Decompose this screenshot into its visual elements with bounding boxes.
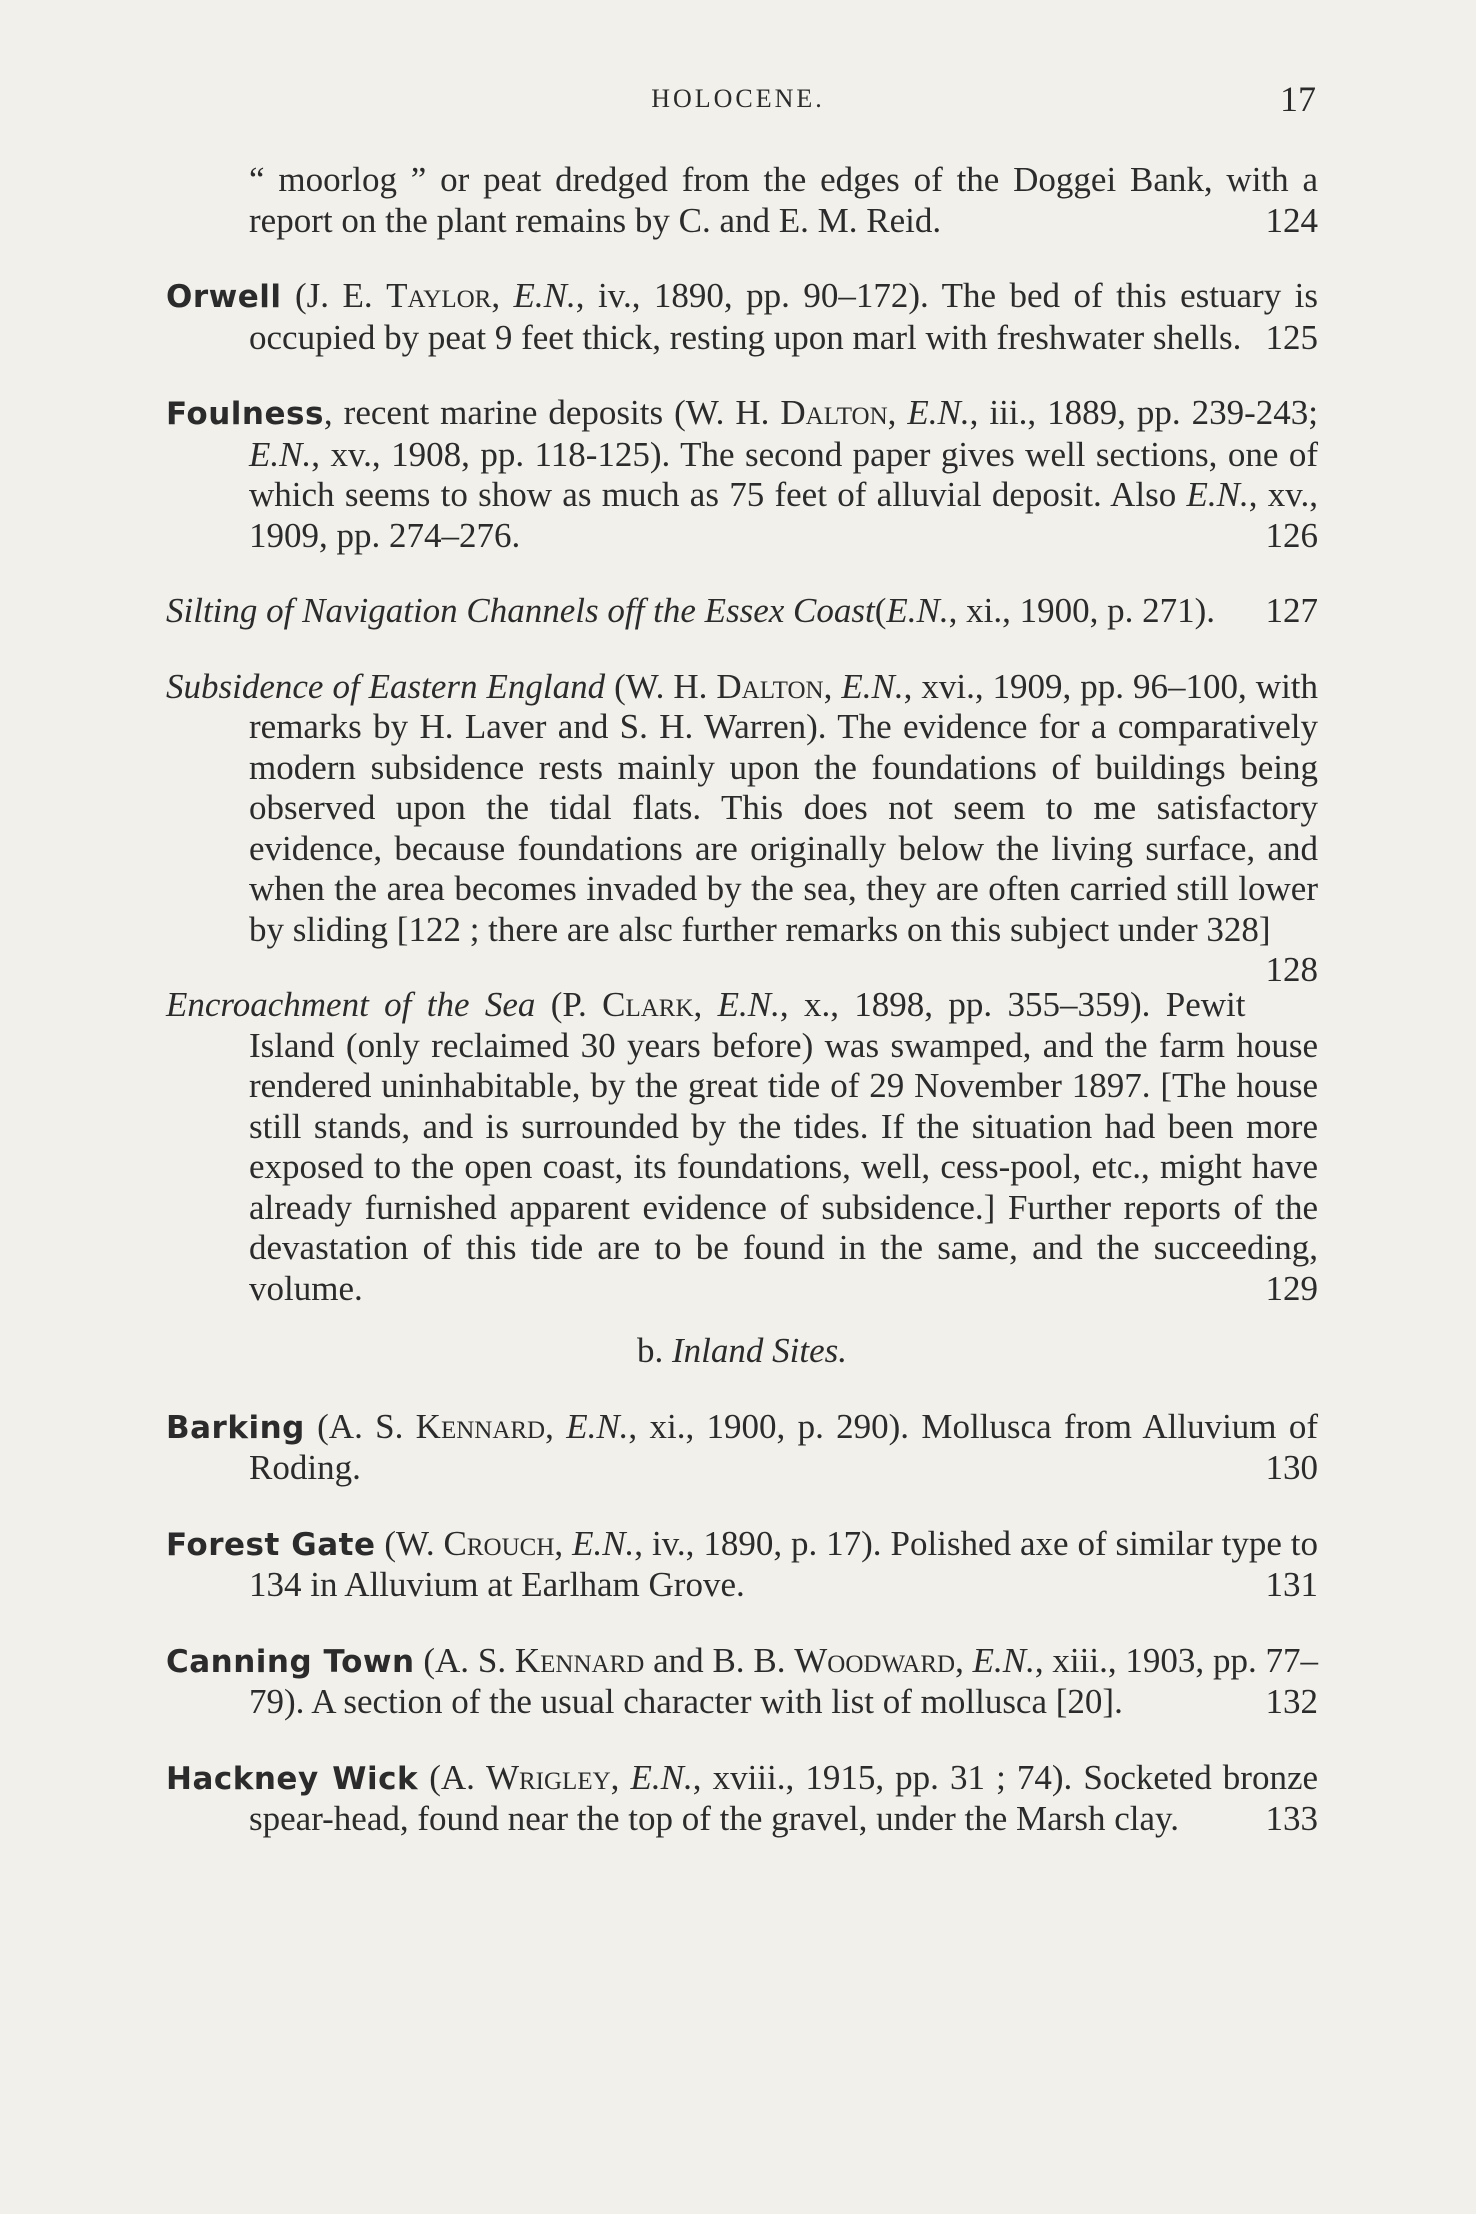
entry-author-prefix: (A. S. bbox=[414, 1640, 515, 1680]
entry-heading: Silting of Navigation Channels off the Essex Coast bbox=[166, 591, 875, 630]
entry-journal: E.N. bbox=[841, 666, 904, 706]
page-number: 17 bbox=[1280, 79, 1316, 119]
entry-paren: ( bbox=[874, 591, 887, 630]
entry-text: The evidence for a comparatively modern subsidence rests mainly upon the foundations of buildings being observed upon the tidal flats. This does not seem to me satisfactory evidence, because foundations are originally below the living surface, and when the area becomes invaded by the sea, they are often carried still lower by sliding [122 ; there are alsc further remarks on this subject under 328] bbox=[249, 707, 1319, 949]
entry-number: 126 bbox=[1265, 515, 1318, 555]
entry-number: 125 bbox=[1265, 317, 1318, 357]
entry-number: 128 bbox=[1265, 950, 1318, 989]
entry-author-prefix: (W. bbox=[375, 1523, 444, 1563]
entry-reference: xviii., 1915, pp. 31 ; 74). bbox=[712, 1757, 1073, 1797]
entry-127: Silting of Navigation Channels off the Essex Coast(E.N., xi., 1900, p. 271). 127 bbox=[166, 591, 1318, 630]
entry-author-prefix: (W. H. bbox=[674, 393, 781, 432]
entry-heading: Canning Town bbox=[166, 1643, 415, 1680]
entry-130: Barking (A. S. Kennard, E.N., xi., 1900, p. 290). Mollusca from Alluvium of Roding. 130 bbox=[166, 1406, 1318, 1487]
entry-text: “ moorlog ” or peat dredged from the edges of the Doggei Bank, with a report on the plant remains by C. and E. M. Reid. bbox=[249, 160, 1318, 240]
entry-journal: E.N. bbox=[717, 985, 780, 1024]
entry-author-prefix: (P. bbox=[535, 985, 603, 1024]
entry-author-prefix: (W. H. bbox=[605, 666, 717, 706]
entry-number: 132 bbox=[1265, 1682, 1318, 1721]
entry-text: Polished axe of similar type to 134 in Alluvium at Earlham Grove. bbox=[249, 1523, 1319, 1604]
entry-author-prefix: (J. E. bbox=[295, 276, 387, 315]
entry-reference: xi., 1900, p. 271). bbox=[966, 591, 1216, 630]
entry-text: Socketed bronze spear-head, found near the top of the gravel, under the Marsh clay. bbox=[249, 1757, 1319, 1838]
entry-128: Subsidence of Eastern England (W. H. Dalton, E.N., xvi., 1909, pp. 96–100, with remarks by H. Laver and S. H. Warren). The evidence for a comparatively modern subsidence rests mainly upon the foundations of buildings being observed upon the tidal flats. This does not seem to me satisfactory evidence, because foundations are originally below the living surface, and when the area becomes invaded by the sea, they are often carried still lower by sliding [122 ; there are alsc further remarks on this subject under 328] 128 bbox=[166, 666, 1319, 989]
entry-journal: E.N. bbox=[886, 591, 949, 630]
entry-author: Kennard bbox=[514, 1640, 645, 1680]
entry-journal: E.N. bbox=[572, 1523, 635, 1563]
entry-text: Pewit Island (only reclaimed 30 years before) was swamped, and the farm house rendered uninhabitable, by the great tide of 29 November 1897. [The house still stands, and is surrounded by the tides. If the situation had been more exposed to the open coast, its foundations, well, cess-pool, etc., might have already furnished apparent evidence of subsidence.] Further reports of the devastation of this tide are to be found in the same, and the succeeding, volume. bbox=[249, 985, 1318, 1308]
entry-journal-2: E.N. bbox=[249, 434, 312, 474]
entry-journal: E.N. bbox=[907, 393, 970, 432]
entry-text: The second paper gives well sections, one of which seems to show as much as 75 feet of alluvial deposit. Also bbox=[249, 434, 1318, 514]
entry-number: 129 bbox=[1265, 1268, 1318, 1308]
entry-number: 127 bbox=[1265, 591, 1318, 630]
entry-author: Wrigley bbox=[485, 1757, 611, 1797]
section-heading bbox=[166, 1331, 1318, 1372]
entry-reference: iv., 1890, pp. 90–172). bbox=[598, 276, 929, 315]
section-label: b. bbox=[637, 1331, 664, 1370]
entry-text: A section of the usual character with list of mollusca [20]. bbox=[311, 1682, 1123, 1721]
entry-number: 124 bbox=[1265, 200, 1318, 240]
entry-heading: Forest Gate bbox=[166, 1526, 376, 1563]
entry-text: Mollusca from Alluvium of Roding. bbox=[249, 1406, 1318, 1487]
entry-author: Kennard bbox=[415, 1406, 546, 1446]
entry-heading: Barking bbox=[166, 1409, 305, 1446]
entry-heading: Foulness bbox=[166, 396, 324, 432]
page-body bbox=[166, 160, 1318, 1852]
entry-author-joiner: and B. B. bbox=[644, 1640, 795, 1680]
entry-132: Canning Town (A. S. Kennard and B. B. Woodward, E.N., xiii., 1903, pp. 77–79). A section of the usual character with list of mollusca [20]. 132 bbox=[166, 1640, 1318, 1721]
entry-heading: Orwell bbox=[166, 279, 282, 315]
entry-heading: Subsidence of Eastern England bbox=[166, 666, 606, 706]
entry-133: Hackney Wick (A. Wrigley, E.N., xviii., 1915, pp. 31 ; 74). Socketed bronze spear-head, found near the top of the gravel, under the Marsh clay. 133 bbox=[166, 1757, 1319, 1838]
entry-reference: x., 1898, pp. 355–359). bbox=[803, 985, 1151, 1024]
entry-number: 131 bbox=[1265, 1565, 1318, 1604]
entry-124 bbox=[166, 160, 1318, 241]
entry-reference: iv., 1890, p. 17). bbox=[651, 1523, 882, 1563]
entry-author: Dalton bbox=[716, 666, 824, 706]
entry-heading: Encroachment of the Sea bbox=[166, 985, 536, 1024]
entry-reference: xvi., 1909, pp. 96–100, with remarks by H. Laver and S. H. Warren). bbox=[249, 666, 1319, 746]
entry-subject: , recent marine deposits bbox=[323, 393, 675, 432]
entry-126: Foulness, recent marine deposits (W. H. Dalton, E.N., iii., 1889, pp. 239-243; E.N., xv., 1908, pp. 118-125). The second paper gives well sections, one of which seems to show as much as 75 feet of alluvial deposit. Also E.N., xv., 1909, pp. 274–276. 126 bbox=[166, 393, 1318, 555]
entry-journal: E.N. bbox=[513, 276, 576, 315]
entry-125: Orwell (J. E. Taylor, E.N., iv., 1890, pp. 90–172). The bed of this estuary is occupied by peat 9 feet thick, resting upon marl with freshwater shells. 125 bbox=[166, 276, 1319, 357]
running-title: HOLOCENE. bbox=[651, 84, 825, 113]
entry-author-prefix: (A. S. bbox=[304, 1406, 416, 1446]
entry-journal-3: E.N. bbox=[1186, 475, 1249, 514]
entry-author: Clark bbox=[602, 985, 694, 1024]
running-head bbox=[0, 78, 1476, 118]
entry-journal: E.N. bbox=[630, 1757, 693, 1797]
entry-journal: E.N. bbox=[566, 1406, 629, 1446]
section-title: Inland Sites. bbox=[672, 1331, 847, 1370]
entry-131: Forest Gate (W. Crouch, E.N., iv., 1890, p. 17). Polished axe of similar type to 134 in Alluvium at Earlham Grove. 131 bbox=[166, 1523, 1319, 1604]
entry-reference-2: xv., 1908, pp. 118-125). bbox=[330, 434, 671, 474]
entry-reference-3: xv., 1909, pp. 274–276. bbox=[249, 475, 1318, 555]
entry-author: Crouch bbox=[443, 1523, 555, 1563]
entry-author-2: Woodward bbox=[794, 1640, 956, 1680]
entry-reference: iii., 1889, pp. 239-243; bbox=[989, 393, 1318, 432]
entry-reference: xiii., 1903, pp. 77–79). bbox=[249, 1640, 1318, 1721]
entry-text: The bed of this estuary is occupied by peat 9 feet thick, resting upon marl with freshwater shells. bbox=[249, 276, 1319, 357]
entry-number: 133 bbox=[1265, 1799, 1318, 1838]
entry-129: Encroachment of the Sea (P. Clark, E.N., x., 1898, pp. 355–359). Pewit Island (only reclaimed 30 years before) was swamped, and the farm house rendered uninhabitable, by the great tide of 29 November 1897. [The house still stands, and is surrounded by the tides. If the situation had been more exposed to the open coast, its foundations, well, cess-pool, etc., might have already furnished apparent evidence of subsidence.] Further reports of the devastation of this tide are to be found in the same, and the succeeding, volume. 129 bbox=[166, 985, 1318, 1308]
entry-author: Taylor bbox=[386, 276, 492, 315]
entry-heading: Hackney Wick bbox=[166, 1760, 419, 1797]
entry-number: 130 bbox=[1265, 1448, 1318, 1487]
entry-reference: xi., 1900, p. 290). bbox=[649, 1406, 910, 1446]
entry-author-prefix: (A. bbox=[418, 1757, 486, 1797]
entry-journal: E.N. bbox=[972, 1640, 1035, 1680]
entry-author: Dalton bbox=[780, 393, 888, 432]
